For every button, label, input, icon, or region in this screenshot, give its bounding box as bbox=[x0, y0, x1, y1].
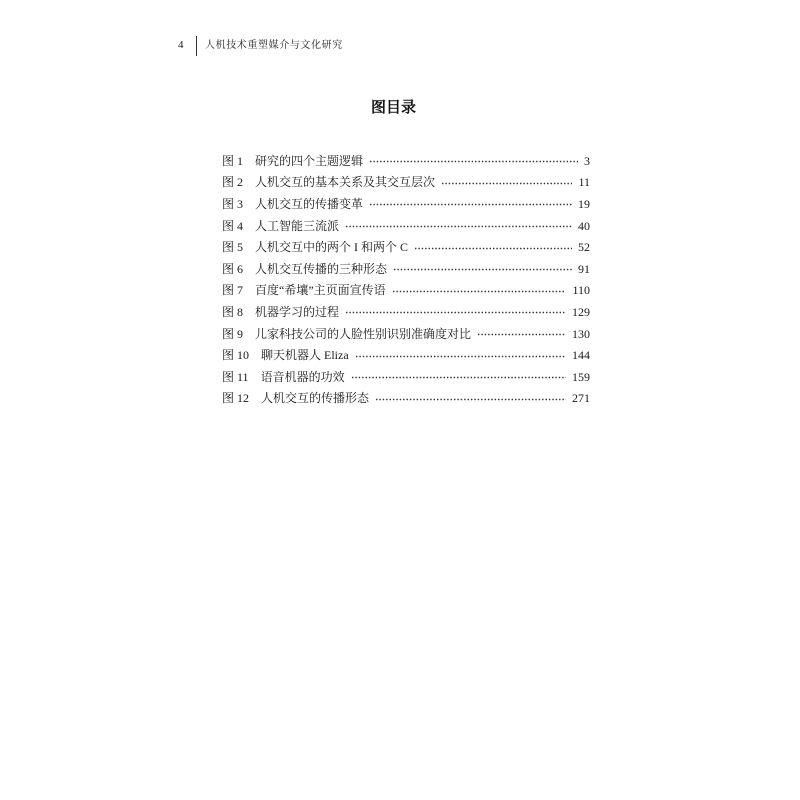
figure-page-number: 110 bbox=[572, 283, 590, 298]
figure-entry bbox=[222, 193, 590, 215]
figure-label: 图 7 bbox=[222, 283, 244, 298]
figure-label: 图 2 bbox=[222, 175, 244, 190]
figure-entry bbox=[222, 150, 590, 172]
figure-title: 人机交互的传播变革 bbox=[255, 196, 364, 211]
figure-label: 图 1 bbox=[222, 153, 244, 168]
figure-label: 图 3 bbox=[222, 196, 244, 211]
figure-entry bbox=[222, 301, 590, 323]
dot-leader bbox=[351, 376, 566, 379]
figure-title: 儿家科技公司的人脸性别识别准确度对比 bbox=[255, 326, 472, 341]
figure-entry bbox=[222, 344, 590, 366]
figure-entry bbox=[222, 172, 590, 194]
figure-page-number: 19 bbox=[578, 196, 590, 211]
dot-leader bbox=[441, 182, 572, 185]
dot-leader bbox=[477, 333, 566, 336]
figure-page-number: 130 bbox=[572, 326, 590, 341]
figure-page-number: 144 bbox=[572, 348, 590, 363]
dot-leader bbox=[375, 398, 566, 401]
list-of-figures-title: 图目录 bbox=[371, 100, 417, 116]
running-title: 人机技术重塑媒介与文化研究 bbox=[205, 40, 343, 51]
figure-entry bbox=[222, 215, 590, 237]
dot-leader bbox=[392, 290, 567, 293]
figure-title: 人机交互中的两个 I 和两个 C bbox=[255, 240, 409, 255]
figure-entry bbox=[222, 323, 590, 345]
dot-leader bbox=[369, 203, 572, 206]
dot-leader bbox=[369, 160, 578, 163]
figure-title: 人机交互的基本关系及其交互层次 bbox=[255, 175, 436, 190]
header-divider bbox=[196, 36, 197, 56]
list-of-figures bbox=[222, 150, 590, 409]
figure-page-number: 159 bbox=[572, 369, 590, 384]
figure-label: 图 12 bbox=[222, 391, 250, 406]
figure-page-number: 91 bbox=[578, 261, 590, 276]
figure-entry bbox=[222, 280, 590, 302]
figure-label: 图 8 bbox=[222, 304, 244, 319]
figure-entry bbox=[222, 388, 590, 410]
figure-title: 百度“希壤”主页面宣传语 bbox=[255, 283, 386, 298]
figure-label: 图 9 bbox=[222, 326, 244, 341]
dot-leader bbox=[393, 268, 572, 271]
figure-page-number: 129 bbox=[572, 304, 590, 319]
figure-title: 人工智能三流派 bbox=[255, 218, 340, 233]
dot-leader bbox=[355, 355, 566, 358]
page-number: 4 bbox=[178, 39, 184, 51]
figure-entry bbox=[222, 236, 590, 258]
dot-leader bbox=[345, 225, 572, 228]
figure-title: 聊天机器人 Eliza bbox=[261, 348, 349, 363]
figure-page-number: 40 bbox=[578, 218, 590, 233]
figure-label: 图 10 bbox=[222, 348, 250, 363]
figure-title: 人机交互的传播形态 bbox=[261, 391, 370, 406]
dot-leader bbox=[345, 311, 566, 314]
figure-title: 研究的四个主题逻辑 bbox=[255, 153, 364, 168]
figure-title: 人机交互传播的三种形态 bbox=[255, 261, 388, 276]
figure-entry bbox=[222, 366, 590, 388]
figure-label: 图 4 bbox=[222, 218, 244, 233]
figure-page-number: 271 bbox=[572, 391, 590, 406]
figure-title: 语音机器的功效 bbox=[260, 369, 345, 384]
figure-label: 图 6 bbox=[222, 261, 244, 276]
figure-title: 机器学习的过程 bbox=[255, 304, 340, 319]
figure-page-number: 11 bbox=[578, 175, 590, 190]
figure-page-number: 52 bbox=[578, 240, 590, 255]
figure-label: 图 11 bbox=[222, 369, 249, 384]
figure-page-number: 3 bbox=[584, 153, 590, 168]
figure-label: 图 5 bbox=[222, 240, 244, 255]
dot-leader bbox=[414, 247, 572, 250]
figure-entry bbox=[222, 258, 590, 280]
